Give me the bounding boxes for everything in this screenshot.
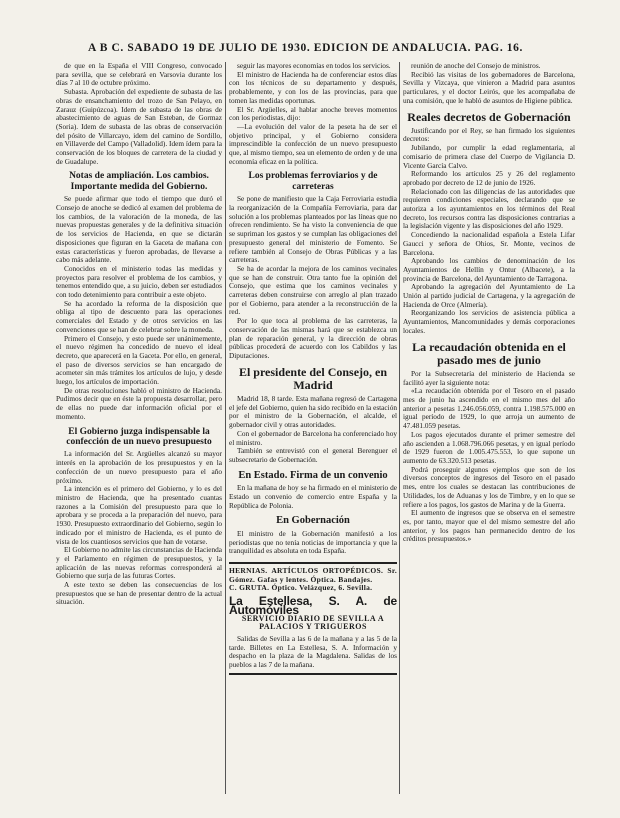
ad-body: Salidas de Sevilla a las 6 de la mañana y a las 5 de la tarde. Billetes en La Estellesa, S. A. Información y despacho en la plaza de la Magdalena. Salidas de los pueblos a las 7 de la mañana. [229, 633, 397, 670]
paragraph: Reformando los artículos 25 y 26 del reglamento aprobado por decreto de 12 de junio de 1926. [403, 169, 575, 187]
paragraph: Recibió las visitas de los gobernadores de Barcelona, Sevilla y Vizcaya, que vinieron a Madrid para asuntos particulares, y el doctor Leirós, que les acompañaba de una comisión, que le habló de asuntos de Higiene pública. [403, 69, 575, 105]
headline-notas-ampliacion: Notas de ampliación. Los cambios. Importante medida del Gobierno. [69, 171, 209, 192]
paragraph: Aprobando la agregación del Ayuntamiento de La Unión al partido judicial de Cartagena, y la agregación de Hacienda de Orce (Almería). [403, 282, 575, 309]
paragraph: —La evolución del valor de la peseta ha de ser el objetivo principal, y el Gobierno considera imprescindible la confección de un nuevo presupuesto que, al mismo tiempo, sea un elemento de orden y de una economía eficaz en la política. [229, 121, 397, 166]
paragraph: Aprobando los cambios de denominación de los Ayuntamientos de Hellín y Ontur (Albacete), a la provincia de Barcelona, del Ayuntamiento de Tarragona. [403, 256, 575, 283]
ad-line: HERNIAS. ARTÍCULOS ORTOPÉDICOS. Sr. Gómez. Gafas y lentes. Óptica. Bandajes. [229, 565, 397, 584]
paragraph: seguir las mayores economías en todos los servicios. [237, 62, 391, 70]
paragraph: La información del Sr. Argüelles alcanzó su mayor interés en la aprobación de los presupuestos y en la confección de un nuevo presupuesto para el año próximo. [56, 449, 222, 485]
paragraph: Conocidos en el ministerio todas las medidas y proyectos para resolver el problema de los cambios, y tenemos entendido que, a su juicio, deben ser estudiados con todo detenimiento para contribuir a este objeto. [56, 263, 222, 300]
ad-title: La Estellesa, S. A. de Automóviles [229, 594, 397, 617]
paragraph: A este texto se deben las consecuencias de los presupuestos que se han de presentar dentro de la actual situación. [56, 580, 222, 607]
paragraph: Por la Subsecretaría del ministerio de Hacienda se facilitó ayer la siguiente nota: [403, 368, 575, 387]
headline-estado-convenio: En Estado. Firma de un convenio [238, 469, 388, 481]
paragraph: Por lo que toca al problema de las carreteras, la conservación de las mismas hará que se establezca un plan de reparación general, y la dirección de obras públicas procederá de acuerdo con los Cabildos y las Diputaciones. [229, 316, 397, 360]
paragraph: Podrá proseguir algunos ejemplos que son de los diversos conceptos de ingresos del Tesoro en el pasado mes, entre los cuales se destacan las contribuciones de Utilidades, los de Aduanas y los de Timbre, y en lo que se refiere a los pagos, los gastos de Marina y de la Guerra. [403, 464, 575, 509]
paragraph: El Sr. Argüelles, al hablar anoche breves momentos con los periodistas, dijo: [229, 104, 397, 123]
column-middle [229, 62, 397, 798]
paragraph: Subasta. Aprobación del expediente de subasta de las obras de ensanchamiento del trozo de San Pelayo, en Zarauz (Guipúzcoa). Idem de subasta de las obras de abastecimiento de aguas de San Esteban, de Gormaz (Soria). Idem de subasta de las obras de conservación del pósito de Villarcayo, idem del camino de Sordillo, en Villaverde del Campo (Valladolid). Idem ídem para la conservación de los bloques de carretera de la ciudad y de Guadalupe. [56, 87, 222, 166]
headline-recaudacion-junio: La recaudación obtenida en el pasado mes de junio [412, 339, 566, 367]
advertisement [229, 562, 397, 675]
paragraph: Justificando por el Rey, se han firmado los siguientes decretos: [403, 125, 575, 144]
paragraph: En la mañana de hoy se ha firmado en el ministerio de Estado un convenio de comercio entre España y la República de Polonia. [229, 483, 397, 510]
paragraph: El Gobierno no admite las circunstancias de Hacienda y el Parlamento en régimen de presupuestos, y la aplicación de las nuevas reformas corresponderá al Gobierno que surja de las futuras Cortes. [56, 545, 222, 581]
paragraph: de que en la España el VIII Congreso, convocado para sevilla, que se celebrará en Varsovia durante los días 7 al 10 de octubre próximo. [56, 62, 222, 88]
paragraph: Con el gobernador de Barcelona ha conferenciado hoy el ministro. [229, 428, 397, 447]
headline-gobernacion: En Gobernación [276, 515, 350, 527]
paragraph: Relacionado con las diligencias de las autoridades que requieren condiciones especiales, declarando que se autoriza a los ayuntamientos en los términos del Real decreto, los recursos contra las disposiciones contrarias a la legislación vigente y las disposiciones del año 1929. [403, 186, 575, 231]
headline-gobierno-presupuesto: El Gobierno juzga indispensable la confección de un nuevo presupuesto [66, 426, 212, 448]
ad-line: C. GRUTA. Óptico. Velázquez, 6. Sevilla. [229, 583, 373, 593]
paragraph: Los pagos ejecutados durante el primer semestre del año ascienden a 1.068.796.066 pesetas, y en igual período de 1929 fueron de 1.005.475.553, lo que supone un aumento de 63.320.513 pesetas. [403, 429, 575, 465]
paragraph: Concediendo la nacionalidad española a Estela Lifar Gaucci y señora de Ohios, Sr. Monte, vecinos de Barcelona. [403, 230, 575, 257]
paragraph: El aumento de ingresos que se observa en el semestre es, por tanto, mayor que el del mismo semestre del año anterior, y los pagos han permanecido dentro de los créditos presupuestos.» [403, 508, 575, 544]
column-divider [225, 62, 226, 794]
headline-presidente-madrid: El presidente del Consejo, en Madrid [238, 364, 388, 392]
paragraph: El ministro de la Gobernación manifestó a los periodistas que no tenía noticias de importancia y que la tranquilidad es absoluta en toda España. [229, 528, 397, 556]
paragraph: Se pone de manifiesto que la Caja Ferroviaria estudia la reorganización de la Compañía Ferroviaria, para dar solución a los problemas planteados por las líneas que no ofrecen rendimiento. Se ha visto la conveniencia de que se supriman los gastos y se cumplan las obligaciones del presupuesto general del ministerio de Fomento. Se refiere también al Consejo de Obras Públicas y a las carreteras. [229, 194, 397, 265]
paragraph: Se ha de acordar la mejora de los caminos vecinales que se han de construir. Otra tanto fue la opinión del Consejo, que estima que los caminos vecinales y carreteras deben construirse con arreglo al plan trazado por el Gobierno, para atender a la reconstrucción de la red. [229, 263, 397, 317]
column-right [403, 62, 575, 798]
paragraph: Se ha acordado la reforma de la disposición que obliga al tipo de descuento para las operaciones comerciales del Estado y de otros servicios en las convenciones que se han de celebrar sobre la moneda. [56, 298, 222, 334]
paragraph: Primero el Consejo, y esto puede ser unánimemente, el nuevo régimen ha concedido de nuevo el ideal decreto, que aparecerá en la Gaceta. Por ello, en general, el paso de diversos servicios se han encargado de acometer sin más trámites los artículos de lujo, y desde luego, los artículos de importación. [56, 333, 222, 387]
paragraph: Se puede afirmar que todo el tiempo que duró el Consejo de anoche se dedicó al examen del problema de los cambios, de la valoración de la moneda, de las nuevas propuestas generales y de la definitiva situación de los servicios de Hacienda, en que se dictarán disposiciones que figuran en la Gaceta de mañana con estas características y fueron aprobadas, de llevarse a cabo más adelante. [56, 194, 222, 265]
paragraph: La intención es el primero del Gobierno, y lo es del ministro de Hacienda, que ha presentado cuantas razones a la Comisión del presupuesto para que lo aprobara y se proceda a la preparación del nuevo, para 1930. Presupuesto extraordinario del Gobierno, según lo indicado por el ministro de Hacienda, es el punto de vista de los cuantiosos servicios que han de votarse. [56, 484, 222, 546]
headline-reales-decretos: Reales decretos de Gobernación [407, 109, 571, 124]
paragraph: El ministro de Hacienda ha de conferenciar estos días con los técnicos de su departamento y después, probablemente, y con los de las provincias, para que tomen las medidas oportunas. [229, 69, 397, 105]
column-left [56, 62, 222, 798]
ad-subtitle: SERVICIO DIARIO DE SEVILLA A PALACIOS Y TRIGUEROS [241, 613, 385, 632]
paragraph: «La recaudación obtenida por el Tesoro en el pasado mes de junio ha ascendido en el mismo mes del año anterior a pesetas 1.246.056.059, contra 1.198.575.000 en igual período de 1929, lo que arroja un aumento de 47.481.059 pesetas. [403, 386, 575, 431]
headline-problemas-ferroviarios: Los problemas ferroviarios y de carreteras [248, 171, 378, 192]
paragraph: Madrid 18, 8 tarde. Esta mañana regresó de Cartagena el jefe del Gobierno, quien ha sido recibido en la estación por el ministro de la Gobernación, el alcalde, el gobernador civil y otras autoridades. [229, 394, 397, 430]
paragraph: Reorganizando los servicios de asistencia pública a Ayuntamientos, Mancomunidades y demás corporaciones locales. [403, 308, 575, 335]
paragraph: De otras resoluciones habló el ministro de Hacienda. Pudimos decir que en éste la propuesta desarrollar, pero de ellas no puede dar información oficial por el momento. [56, 385, 222, 421]
paragraph: También se entrevistó con el general Berenguer el subsecretario de Gobernación. [229, 446, 397, 464]
page-masthead: A B C. SABADO 19 DE JULIO DE 1930. EDICION DE ANDALUCIA. PAG. 16. [88, 42, 523, 54]
paragraph: Jubilando, por cumplir la edad reglamentaria, al comisario de primera clase del Cuerpo de Vigilancia D. Vicente García Calvo. [403, 143, 575, 170]
column-divider [399, 62, 400, 794]
paragraph: reunión de anoche del Consejo de ministros. [411, 62, 541, 70]
